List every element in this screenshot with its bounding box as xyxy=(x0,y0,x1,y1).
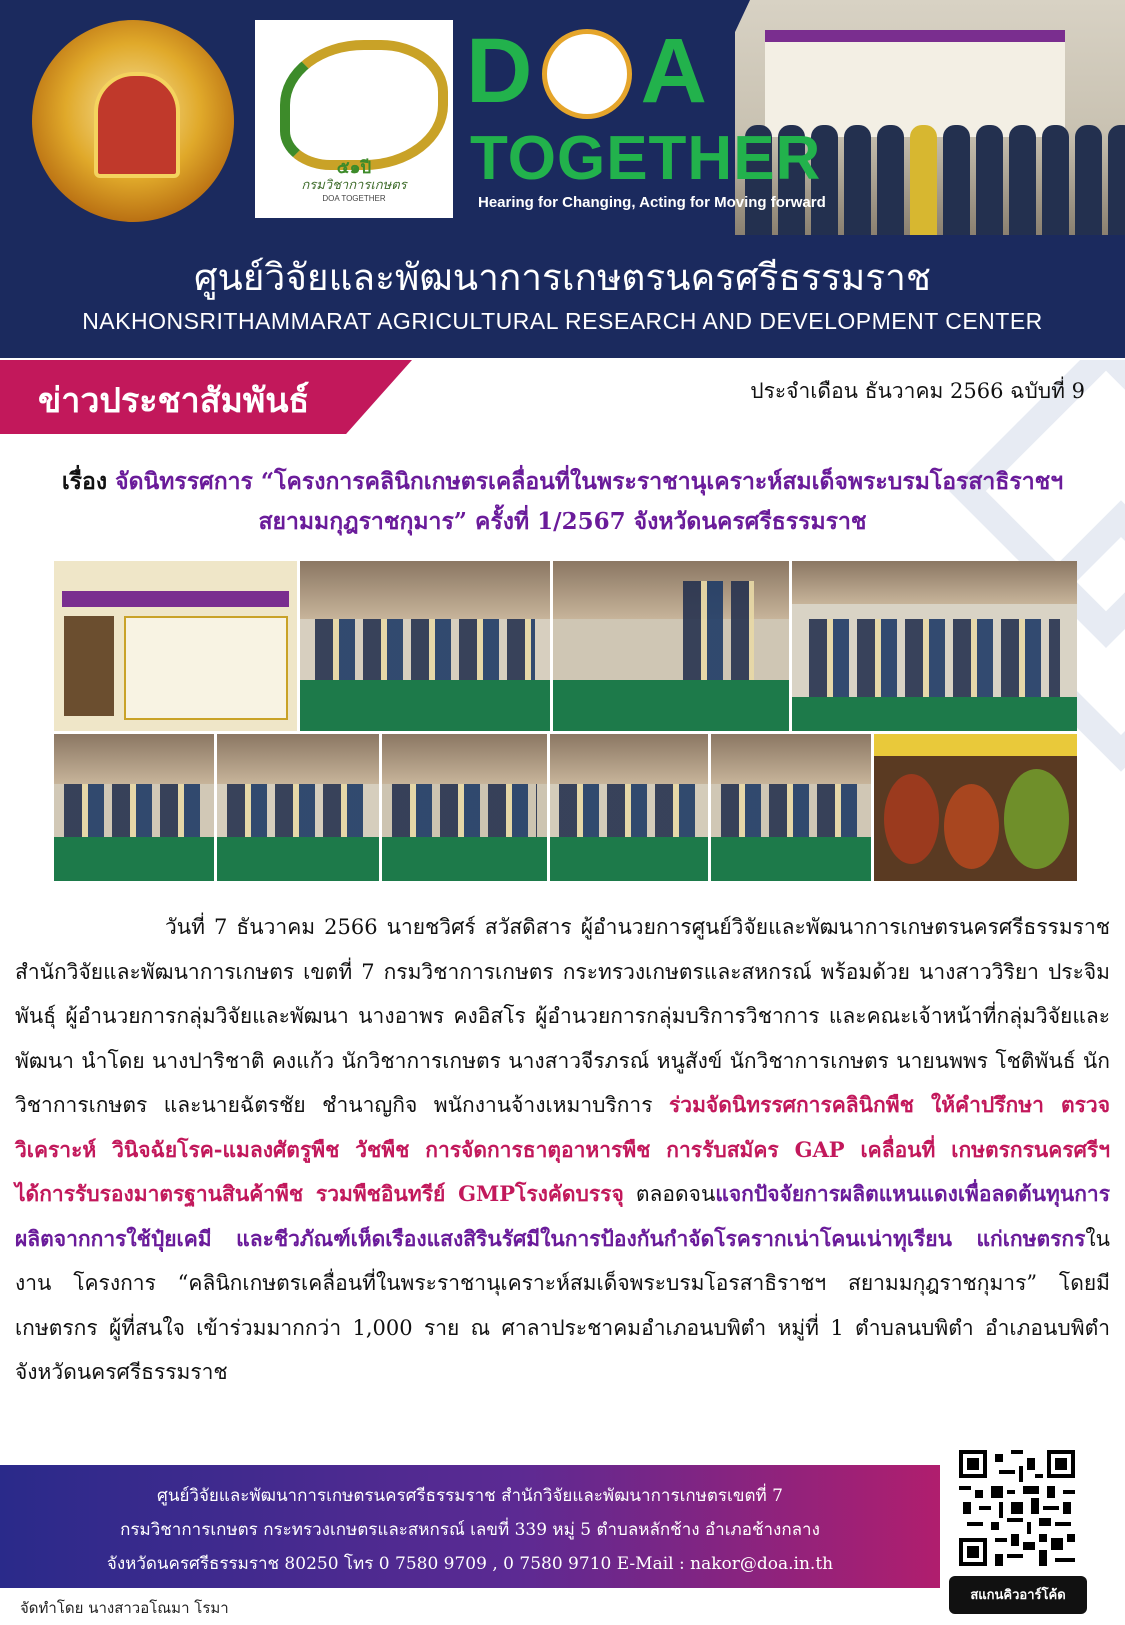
brand-tagline: Hearing for Changing, Acting for Moving forward xyxy=(478,194,826,211)
photo-info-table xyxy=(217,734,379,881)
photo-exhibition-banner xyxy=(54,561,297,731)
together-wordmark: TOGETHER xyxy=(470,124,822,193)
scan-qr-button[interactable]: สแกนคิวอาร์โค้ด xyxy=(949,1576,1087,1614)
center-title-english: NAKHONSRITHAMMARAT AGRICULTURAL RESEARCH AND DEVELOPMENT CENTER xyxy=(82,308,1043,334)
issue-info: ประจำเดือน ธันวาคม 2566 ฉบับที่ 9 xyxy=(750,379,1085,403)
footer-contact xyxy=(0,1479,940,1581)
doa-wordmark: D A xyxy=(466,20,709,122)
body-part-1: วันที่ 7 ธันวาคม 2566 นายชวิศร์ สวัสดิสาร ผู้อำนวยการศูนย์วิจัยและพัฒนาการเกษตรนครศรีธรรมราช สำนักวิจัยและพัฒนาการเกษตร เขตที่ 7 กรมวิชาการเกษตร กระทรวงเกษตรและสหกรณ์ พร้อมด้วย นางสาววิริยา ประจิมพันธุ์ ผู้อำนวยการกลุ่มวิจัยและพัฒนา นางอาพร คงอิสโร ผู้อำนวยการกลุ่มบริการวิชาการ และคณะเจ้าหน้าที่กลุ่มวิจัยและพัฒนา นำโดย นางปาริชาติ คงแก้ว นักวิชาการเกษตร นางสาวจีรภรณ์ หนูสังข์ นักวิชาการเกษตร นายนพพร โชติพันธ์ นักวิชาการเกษตร และนายฉัตรชัย ชำนาญกิจ พนักงานจ้างเหมาบริการ xyxy=(15,915,1110,1117)
headline-label: เรื่อง xyxy=(61,468,108,495)
photo-consultation xyxy=(553,561,789,731)
center-title-thai: ศูนย์วิจัยและพัฒนาการเกษตรนครศรีธรรมราช xyxy=(193,256,932,299)
news-headline xyxy=(30,462,1095,542)
press-release-label: ข่าวประชาสัมพันธ์ xyxy=(38,382,310,420)
anniversary-51-logo xyxy=(255,20,453,218)
photo-visitors xyxy=(382,734,547,881)
logo-51-number: ๕๑ปี xyxy=(336,158,372,178)
photo-registration-desk xyxy=(54,734,214,881)
headline-line-1: จัดนิทรรศการ “โครงการคลินิกเกษตรเคลื่อนที่ในพระราชานุเคราะห์สมเด็จพระบรมโอรสาธิราชฯ xyxy=(115,468,1064,495)
event-photo-collage xyxy=(54,561,1077,881)
header-banner xyxy=(0,0,1125,358)
photo-farmers xyxy=(711,734,871,881)
seal-emblem-icon xyxy=(94,72,180,178)
logo-51-department: กรมวิชาการเกษตร xyxy=(301,178,407,193)
body-highlight-giveaway: แจกปัจจัยการผลิตแหนแดงเพื่อลดต้นทุนการผลิตจากการใช้ปุ๋ยเคมี และชีวภัณฑ์เห็ดเรืองแสงสิรินรัศมีในการป้องกันกำจัดโรครากเน่าโคนเน่าทุเรียน แก่เกษตรกร xyxy=(15,1181,1111,1251)
footer-line-1: ศูนย์วิจัยและพัฒนาการเกษตรนครศรีธรรมราช สำนักวิจัยและพัฒนาการเกษตรเขตที่ 7 xyxy=(157,1486,783,1506)
photo-group-booth xyxy=(300,561,550,731)
qr-code[interactable] xyxy=(947,1436,1087,1581)
body-part-2: ตลอดจน xyxy=(623,1182,716,1206)
photo-staff-group xyxy=(792,561,1077,731)
dept-seal-logo xyxy=(32,20,234,222)
footer-line-3: จังหวัดนครศรีธรรมราช 80250 โทร 0 7580 9709 , 0 7580 9710 E-Mail : nakor@doa.in.th xyxy=(106,1554,834,1574)
photo-officials xyxy=(550,734,708,881)
body-highlight-activities: ร่วมจัดนิทรรศการคลินิกพืช ให้คำปรึกษา ตรวจวิเคราะห์ วินิจฉัยโรค-แมลงศัตรูพืช วัชพืช การจัดการธาตุอาหารพืช การรับสมัคร GAP เคลื่อนที่ เกษตรกรนครศรีฯ ได้การรับรองมาตรฐานสินค้าพืช รวมพืชอินทรีย์ GMPโรงคัดบรรจุ xyxy=(15,1092,1111,1206)
author-credit: จัดทำโดย นางสาวอโณมา โรมา xyxy=(20,1599,229,1617)
photo-produce-display xyxy=(874,734,1077,881)
body-part-3: ในงาน โครงการ “คลินิกเกษตรเคลื่อนที่ในพระราชานุเคราะห์สมเด็จพระบรมโอรสาธิราชฯ สยามมกุฎราชกุมาร” โดยมีเกษตรกร ผู้ที่สนใจ เข้าร่วมมากกว่า 1,000 ราย ณ ศาลาประชาคมอำเภอนบพิตำ หมู่ที่ 1 ตำบลนบพิตำ อำเภอนบพิตำจังหวัดนครศรีธรรมราช xyxy=(15,1226,1110,1384)
news-body xyxy=(15,905,1110,1395)
qr-code-icon xyxy=(959,1450,1075,1566)
doa-seal-icon xyxy=(542,29,632,119)
headline-line-2: สยามมกุฎราชกุมาร” ครั้งที่ 1/2567 จังหวัดนครศรีธรรมราช xyxy=(258,508,867,535)
logo-swirl-icon xyxy=(280,40,448,170)
logo-51-tag: DOA TOGETHER xyxy=(322,194,386,203)
footer-line-2: กรมวิชาการเกษตร กระทรวงเกษตรและสหกรณ์ เลขที่ 339 หมู่ 5 ตำบลหลักช้าง อำเภอช้างกลาง xyxy=(120,1520,820,1540)
